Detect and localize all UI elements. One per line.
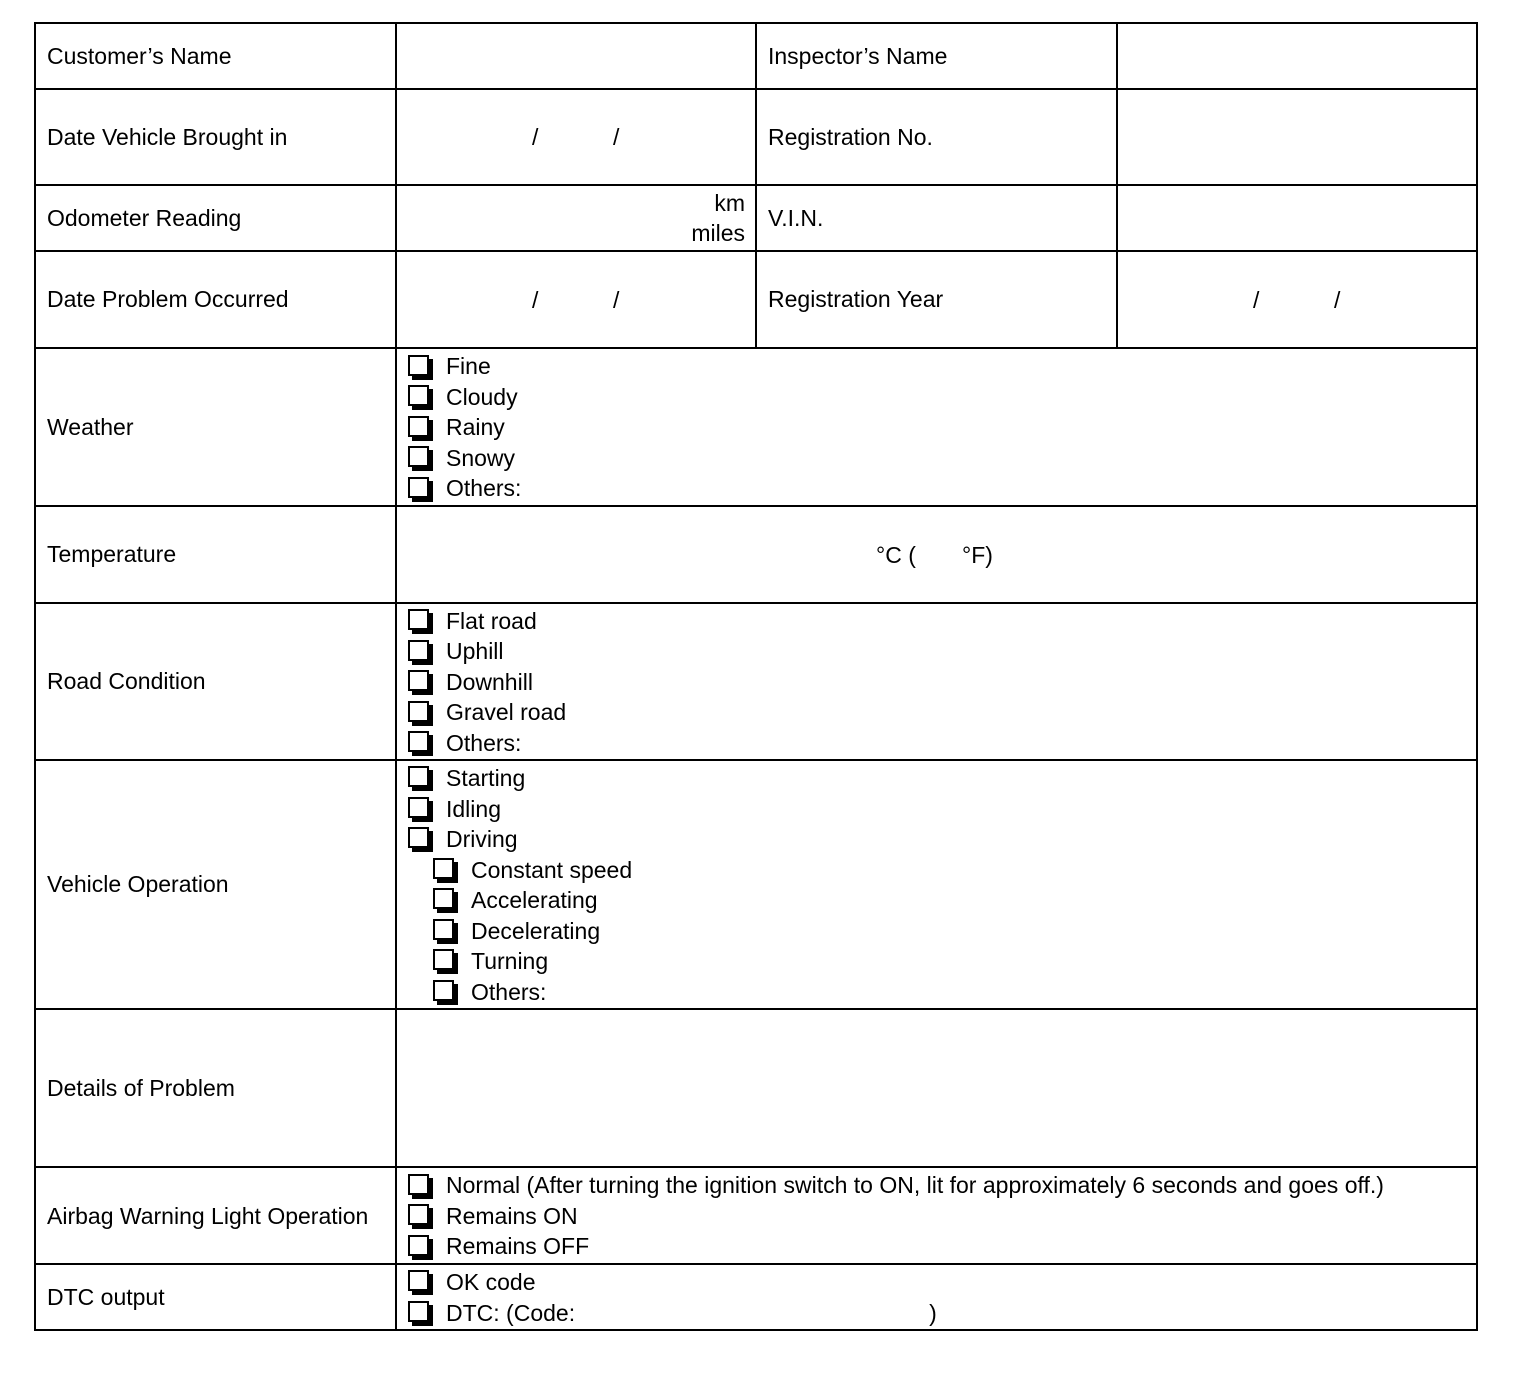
weather-option[interactable] [408, 351, 1466, 382]
weather-option[interactable] [408, 412, 1466, 443]
checkbox-icon[interactable] [408, 609, 429, 630]
driving-sub-option[interactable] [408, 855, 1466, 886]
road-option[interactable] [408, 636, 1466, 667]
row-weather [35, 348, 1477, 506]
airbag-label: Airbag Warning Light Operation [35, 1167, 396, 1264]
vin-field[interactable] [1117, 185, 1477, 251]
checkbox-icon[interactable] [408, 1270, 429, 1291]
date-separator: / [532, 286, 539, 313]
date-problem-field[interactable] [396, 251, 756, 348]
option-label: Starting [446, 765, 526, 791]
temperature-field[interactable] [396, 506, 1477, 603]
option-label: Driving [446, 826, 518, 852]
road-condition-label: Road Condition [35, 603, 396, 760]
vin-label: V.I.N. [756, 185, 1117, 251]
row-brought-in [35, 89, 1477, 185]
date-separator: / [532, 124, 539, 150]
checkbox-icon[interactable] [408, 1174, 429, 1195]
option-label: Accelerating [471, 887, 598, 913]
row-details [35, 1009, 1477, 1167]
checkbox-icon[interactable] [408, 416, 429, 437]
date-separator: / [1334, 286, 1341, 313]
weather-options [396, 348, 1477, 506]
dtc-code-close: ) [929, 1299, 937, 1326]
road-option[interactable] [408, 667, 1466, 698]
vehicle-operation-label: Vehicle Operation [35, 760, 396, 1009]
checkbox-icon[interactable] [408, 640, 429, 661]
checkbox-icon[interactable] [408, 1301, 429, 1322]
airbag-option[interactable] [408, 1170, 1466, 1201]
checkbox-icon[interactable] [408, 385, 429, 406]
row-airbag [35, 1167, 1477, 1264]
checkbox-icon[interactable] [433, 858, 454, 879]
details-label: Details of Problem [35, 1009, 396, 1167]
driving-sub-option[interactable] [408, 916, 1466, 947]
customer-name-label: Customer’s Name [35, 23, 396, 89]
checkbox-icon[interactable] [408, 1235, 429, 1256]
row-odometer [35, 185, 1477, 251]
checkbox-icon[interactable] [433, 888, 454, 909]
checkbox-icon[interactable] [408, 1204, 429, 1225]
dtc-option-code[interactable] [408, 1298, 1466, 1329]
option-label: Constant speed [471, 856, 633, 883]
option-label: Snowy [446, 444, 516, 471]
option-label: DTC: (Code: [446, 1299, 576, 1326]
checkbox-icon[interactable] [408, 731, 429, 752]
diagnosis-worksheet [34, 22, 1478, 1331]
registration-no-field[interactable] [1117, 89, 1477, 185]
option-label: Turning [471, 948, 549, 974]
odometer-unit-miles: miles [691, 220, 745, 246]
checkbox-icon[interactable] [408, 477, 429, 498]
row-problem-date [35, 251, 1477, 348]
temperature-label: Temperature [35, 506, 396, 603]
operation-option[interactable] [408, 763, 1466, 794]
option-label: Flat road [446, 607, 537, 634]
road-condition-options [396, 603, 1477, 760]
temperature-fahrenheit-unit: °F) [962, 541, 993, 568]
checkbox-icon[interactable] [408, 701, 429, 722]
road-option[interactable] [408, 697, 1466, 728]
weather-label: Weather [35, 348, 396, 506]
option-label: Cloudy [446, 383, 518, 410]
date-brought-in-label: Date Vehicle Brought in [35, 89, 396, 185]
airbag-option[interactable] [408, 1201, 1466, 1232]
row-vehicle-operation [35, 760, 1477, 1009]
airbag-option[interactable] [408, 1231, 1466, 1262]
customer-name-field[interactable] [396, 23, 756, 89]
option-label: Normal (After turning the ignition switch to ON, lit for approximately 6 seconds and goes off.) [446, 1172, 1384, 1199]
registration-year-field[interactable] [1117, 251, 1477, 348]
temperature-celsius-unit: °C ( [876, 541, 916, 568]
option-label: Others: [471, 978, 547, 1005]
checkbox-icon[interactable] [408, 797, 429, 818]
odometer-field[interactable] [396, 185, 756, 251]
odometer-unit-km: km [714, 190, 745, 216]
checkbox-icon[interactable] [408, 827, 429, 848]
driving-sub-option[interactable] [408, 885, 1466, 916]
road-option[interactable] [408, 728, 1466, 759]
dtc-option-ok[interactable] [408, 1267, 1466, 1298]
row-road-condition [35, 603, 1477, 760]
dtc-label: DTC output [35, 1264, 396, 1330]
date-brought-in-field[interactable] [396, 89, 756, 185]
option-label: Downhill [446, 668, 533, 695]
row-names [35, 23, 1477, 89]
checkbox-icon[interactable] [433, 919, 454, 940]
option-label: Remains ON [446, 1202, 578, 1229]
road-option[interactable] [408, 606, 1466, 637]
row-temperature [35, 506, 1477, 603]
checkbox-icon[interactable] [408, 355, 429, 376]
inspector-name-field[interactable] [1117, 23, 1477, 89]
option-label: Others: [446, 729, 522, 756]
registration-year-label: Registration Year [756, 251, 1117, 348]
inspector-name-label: Inspector’s Name [756, 23, 1117, 89]
option-label: Remains OFF [446, 1233, 590, 1260]
option-label: OK code [446, 1269, 536, 1295]
option-label: Others: [446, 475, 522, 502]
details-field[interactable] [396, 1009, 1477, 1167]
operation-option[interactable] [408, 824, 1466, 855]
option-label: Uphill [446, 638, 504, 665]
option-label: Idling [446, 795, 501, 822]
registration-no-label: Registration No. [756, 89, 1117, 185]
operation-option[interactable] [408, 794, 1466, 825]
driving-sub-option[interactable] [408, 977, 1466, 1008]
checkbox-icon[interactable] [408, 446, 429, 467]
vehicle-operation-options [396, 760, 1477, 1009]
checkbox-icon[interactable] [408, 670, 429, 691]
dtc-options [396, 1264, 1477, 1330]
weather-option[interactable] [408, 443, 1466, 474]
weather-option[interactable] [408, 473, 1466, 504]
date-separator: / [1253, 286, 1260, 313]
checkbox-icon[interactable] [433, 980, 454, 1001]
date-separator: / [613, 124, 620, 150]
row-dtc [35, 1264, 1477, 1330]
option-label: Fine [446, 353, 491, 380]
option-label: Gravel road [446, 699, 567, 726]
driving-sub-option[interactable] [408, 946, 1466, 977]
date-problem-label: Date Problem Occurred [35, 251, 396, 348]
checkbox-icon[interactable] [408, 766, 429, 787]
date-separator: / [613, 286, 620, 313]
odometer-label: Odometer Reading [35, 185, 396, 251]
option-label: Rainy [446, 414, 505, 441]
airbag-options [396, 1167, 1477, 1264]
checkbox-icon[interactable] [433, 949, 454, 970]
option-label: Decelerating [471, 917, 601, 944]
weather-option[interactable] [408, 382, 1466, 413]
